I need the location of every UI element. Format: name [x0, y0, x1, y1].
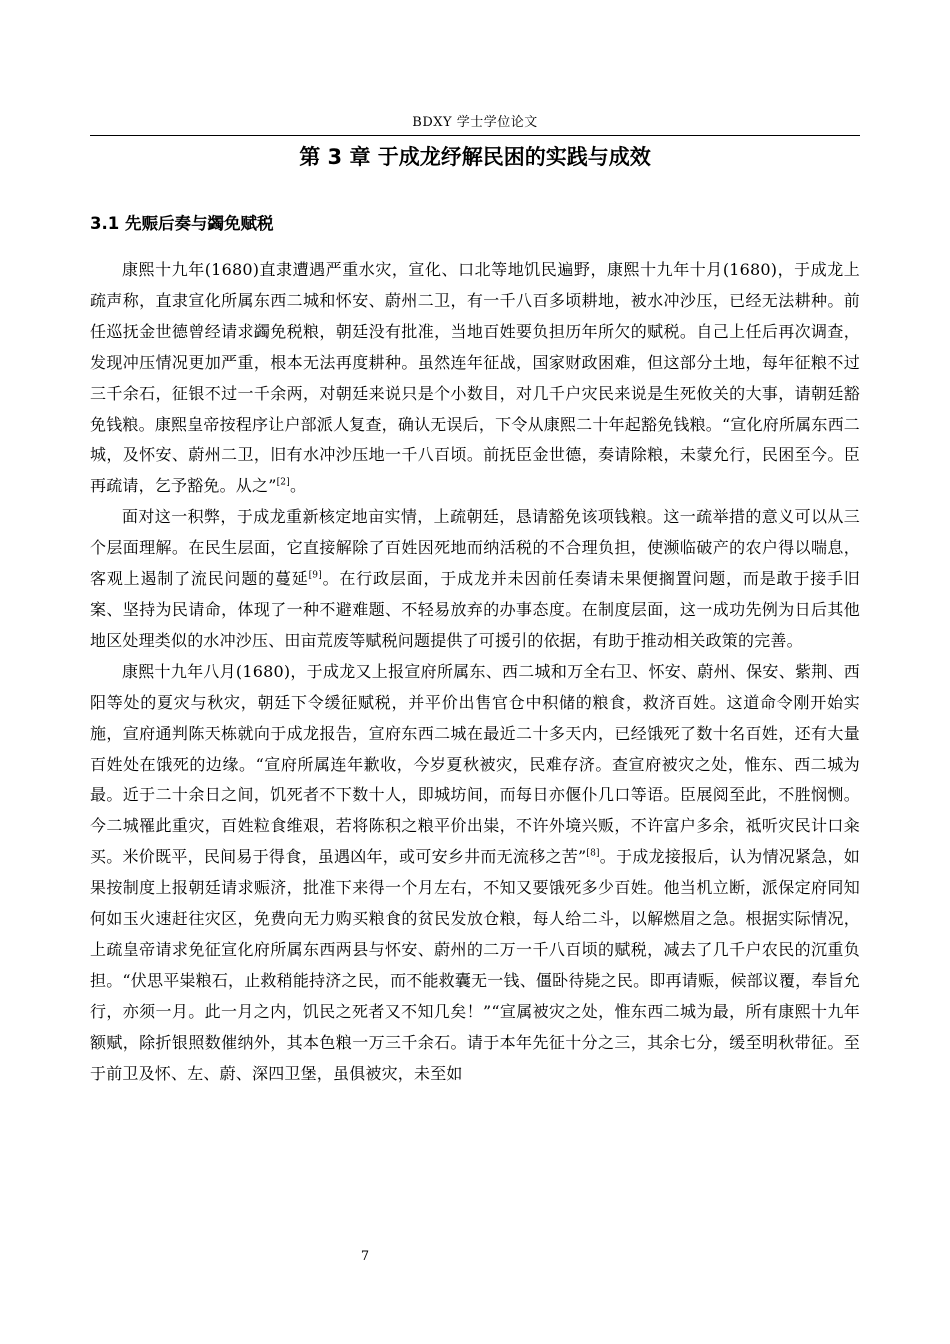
paragraph-text: 康熙十九年(1680)直隶遭遇严重水灾，宣化、口北等地饥民遍野，康熙十九年十月(1680)，于成龙上疏声称，直隶宣化所属东西二城和怀安、蔚州二卫，有一千八百多顷耕地，被水冲沙压，已经无法耕种。前任巡抚金世德曾经请求蠲免税粮，朝廷没有批准，当地百姓要负担历年所欠的赋税。自己上任后再次调查，发现冲压情况更加严重，根本无法再度耕种。虽然连年征战，国家财政困难，但这部分土地，每年征粮不过三千余石，征银不过一千余两，对朝廷来说只是个小数目，对几千户灾民来说是生死攸关的大事，请朝廷豁免钱粮。康熙皇帝按程序让户部派人复查，确认无误后，下令从康熙二十年起豁免钱粮。“宣化府所属东西二城，及怀安、蔚州二卫，旧有水冲沙压地一千八百顷。前抚臣金世德，奏请除粮，未蒙允行，民困至今。臣再疏请，乞予豁免。从之”	[90, 260, 860, 496]
paragraph-text: 面对这一积弊，于成龙重新核定地亩实情，上疏朝廷，恳请豁免该项钱粮。这一疏举措的意义可以从三个层面理解。在民生层面，它直接解除了百姓因死地而纳活税的不合理负担，使濒临破产的农户得以喘息，客观上遏制了流民问题的蔓延	[90, 507, 860, 589]
chapter-title: 第 3 章 于成龙纾解民困的实践与成效	[299, 145, 651, 169]
paragraph-text: 。于成龙接报后，认为情况紧急，如果按制度上报朝廷请求赈济，批准下来得一个月左右，不知又要饿死多少百姓。他当机立断，派保定府同知何如玉火速赶往灾区，免费向无力购买粮食的贫民发放仓粮，每人给二斗，以解燃眉之急。根据实际情况，上疏皇帝请求免征宣化府所属东西两县与怀安、蔚州的二万一千八百顷的赋税，减去了几千户农民的沉重负担。“伏思平粜粮石，止救稍能持济之民，而不能救囊无一钱、僵卧待毙之民。即再请赈，候部议覆，奉旨允行，亦须一月。此一月之内，饥民之死者又不知几矣！”“宣属被灾之处，惟东西二城为最，所有康熙十九年额赋，除折银照数催纳外，其本色粮一万三千余石。请于本年先征十分之三，其余七分，缓至明秋带征。至于前卫及怀、左、蔚、深四卫堡，虽俱被灾，未至如	[90, 847, 860, 1083]
paragraph	[90, 657, 860, 1090]
body-text	[90, 255, 860, 1089]
header-rule	[90, 135, 860, 136]
citation: [9]	[308, 570, 322, 581]
citation: [2]	[276, 478, 290, 489]
paragraph	[90, 255, 860, 502]
page-number: 7	[360, 1249, 370, 1264]
running-header: BDXY 学士学位论文	[412, 115, 538, 130]
section-title: 3.1 先赈后奏与蠲免赋税	[90, 214, 274, 233]
paragraph-text: 。	[289, 476, 307, 496]
paragraph	[90, 502, 860, 657]
paragraph-text: 康熙十九年八月(1680)，于成龙又上报宣府所属东、西二城和万全右卫、怀安、蔚州、保安、紫荆、西阳等处的夏灾与秋灾，朝廷下令缓征赋税，并平价出售官仓中积储的粮食，救济百姓。这道命令刚开始实施，宣府通判陈天栋就向于成龙报告，宣府东西二城在最近二十多天内，已经饿死了数十名百姓，还有大量百姓处在饿死的边缘。“宣府所属连年歉收，今岁夏秋被灾，民难存济。查宣府被灾之处，惟东、西二城为最。近于二十余日之间，饥死者不下数十人，即城坊间，而每日亦偃仆几口等语。臣展阅至此，不胜悯恻。今二城罹此重灾，百姓粒食维艰，若将陈积之粮平价出粜，不许外境兴贩，不许富户多余，祗听灾民计口籴买。米价既平，民间易于得食，虽遇凶年，或可安乡井而无流移之苦”	[90, 661, 860, 867]
citation: [8]	[586, 848, 600, 859]
paragraph-text: 。在行政层面，于成龙并未因前任奏请未果便搁置问题，而是敢于接手旧案、坚持为民请命，体现了一种不避难题、不轻易放弃的办事态度。在制度层面，这一成功先例为日后其他地区处理类似的水冲沙压、田亩荒废等赋税问题提供了可援引的依据，有助于推动相关政策的完善。	[90, 569, 860, 650]
